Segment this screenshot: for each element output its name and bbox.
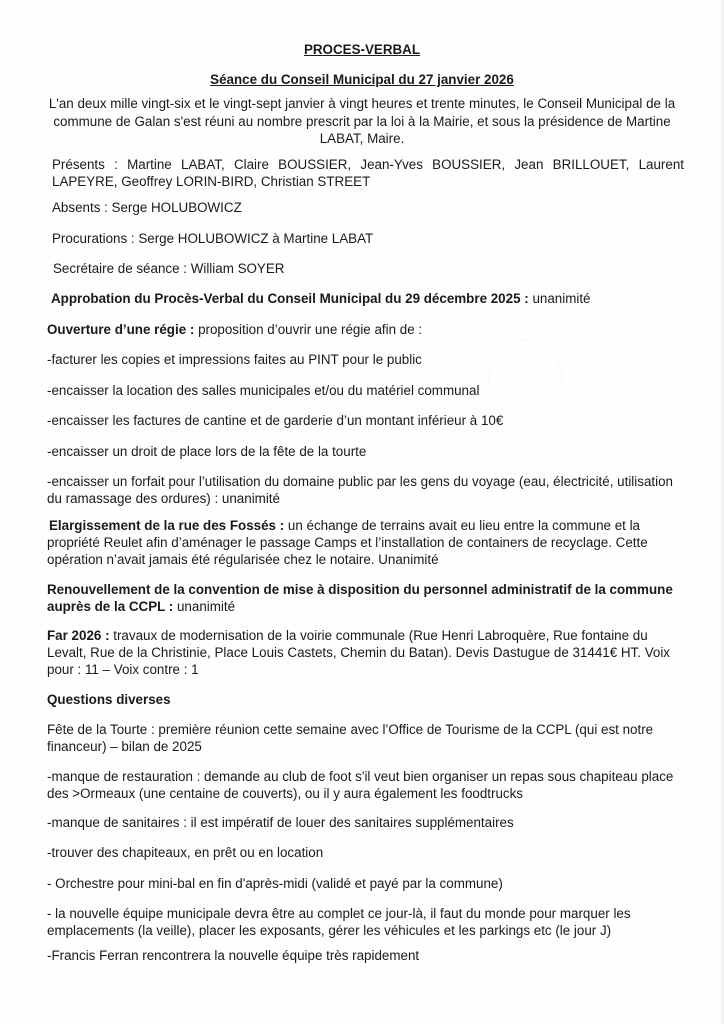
questions-heading: Questions diverses <box>47 692 171 707</box>
regie-bullet: -facturer les copies et impressions faites au PINT pour le public <box>47 352 422 367</box>
far-line-2: Levalt, Rue de la Christinie, Place Louis Castets, Chemin du Batan). Devis Dastugue de 31441€ HT. Voix <box>47 645 671 660</box>
regie-bullet: -encaisser la location des salles municipales et/ou du matériel communal <box>47 383 480 398</box>
convention-heading-line-2: auprès de la CCPL : <box>47 599 174 614</box>
question-paragraph-line: - la nouvelle équipe municipale devra être au complet ce jour-là, il faut du monde pour marquer les <box>47 906 631 921</box>
regie-text: proposition d’ouvrir une régie afin de : <box>194 322 423 337</box>
fosses-line-1: un échange de terrains avait eu lieu entre la commune et la <box>284 518 641 533</box>
question-paragraph-line: -Francis Ferran rencontrera la nouvelle équipe très rapidement <box>47 948 420 963</box>
convention-result: unanimité <box>173 599 236 614</box>
question-paragraph-line: -manque de sanitaires : il est impératif de louer des sanitaires supplémentaires <box>47 815 514 830</box>
question-paragraph-line: Fête de la Tourte : première réunion cette semaine avec l’Office de Tourisme de la CCPL (qui est notre <box>47 722 654 737</box>
approbation-item <box>51 291 691 307</box>
question-paragraph-line: des >Ormeaux (une centaine de couverts), ou il y aura également les foodtrucks <box>47 786 523 801</box>
question-paragraph-line: emplacements (la veille), placer les exposants, gérer les véhicules et les parkings etc (le jour J) <box>47 923 612 938</box>
regie-last-line-1: -encaisser un forfait pour l’utilisation du domaine public par les gens du voyage (eau, électricité, utilisation <box>47 474 673 489</box>
question-paragraph-line: -trouver des chapiteaux, en prêt ou en location <box>47 845 324 860</box>
question-paragraph-line: financeur) – bilan de 2025 <box>47 739 202 754</box>
fosses-heading: Elargissement de la rue des Fossés : <box>49 518 285 533</box>
question-paragraph-line: - Orchestre pour mini-bal en fin d'après-midi (validé et payé par la commune) <box>47 876 503 891</box>
intro-line-1: L'an deux mille vingt-six et le vingt-sept janvier à vingt heures et trente minutes, le Conseil Municipal de la <box>48 96 676 111</box>
document-title: PROCES-VERBAL <box>303 42 421 57</box>
question-paragraph-line: -manque de restauration : demande au club de foot s'il veut bien organiser un repas sous chapiteau place <box>47 769 674 784</box>
fosses-item <box>49 518 689 534</box>
fosses-line-2: propriété Reulet afin d’aménager le passage Camps et l’installation de containers de recyclage. Cette <box>47 535 648 550</box>
regie-heading: Ouverture d’une régie : <box>47 322 195 337</box>
absents-line: Absents : Serge HOLUBOWICZ <box>52 200 242 215</box>
regie-item <box>47 322 687 338</box>
regie-bullet: -encaisser un droit de place lors de la fête de la tourte <box>47 444 367 459</box>
convention-heading-line-1: Renouvellement de la convention de mise à disposition du personnel administratif de la commune <box>47 582 673 597</box>
regie-bullet: -encaisser les factures de cantine et de garderie d’un montant inférieur à 10€ <box>47 413 504 428</box>
fosses-line-3: opération n’avait jamais été régularisée chez le notaire. Unanimité <box>47 552 439 567</box>
intro-line-2: commune de Galan s'est réuni au nombre prescrit par la loi à la Mairie, et sous la présidence de Martine <box>53 114 671 129</box>
approbation-result: unanimité <box>528 291 591 306</box>
procurations-line: Procurations : Serge HOLUBOWICZ à Martine LABAT <box>52 231 374 246</box>
regie-last-line-2: du ramassage des ordures) : unanimité <box>47 491 280 506</box>
approbation-heading: Approbation du Procès-Verbal du Conseil Municipal du 29 décembre 2025 : <box>51 291 529 306</box>
secretaire-line: Secrétaire de séance : William SOYER <box>53 261 285 276</box>
intro-line-3: LABAT, Maire. <box>319 131 405 146</box>
convention-item <box>47 599 687 615</box>
far-line-1: travaux de modernisation de la voirie communale (Rue Henri Labroquère, Rue fontaine du <box>109 628 648 643</box>
presents-line-2: LAPEYRE, Geoffrey LORIN-BIRD, Christian STREET <box>52 174 371 189</box>
far-line-3: pour : 11 – Voix contre : 1 <box>47 662 199 677</box>
far-item <box>47 628 687 644</box>
far-heading: Far 2026 : <box>47 628 110 643</box>
presents-line-1: Présents : Martine LABAT, Claire BOUSSIER, Jean-Yves BOUSSIER, Jean BRILLOUET, Laurent <box>52 157 684 172</box>
document-subtitle: Séance du Conseil Municipal du 27 janvier 2026 <box>210 72 514 87</box>
